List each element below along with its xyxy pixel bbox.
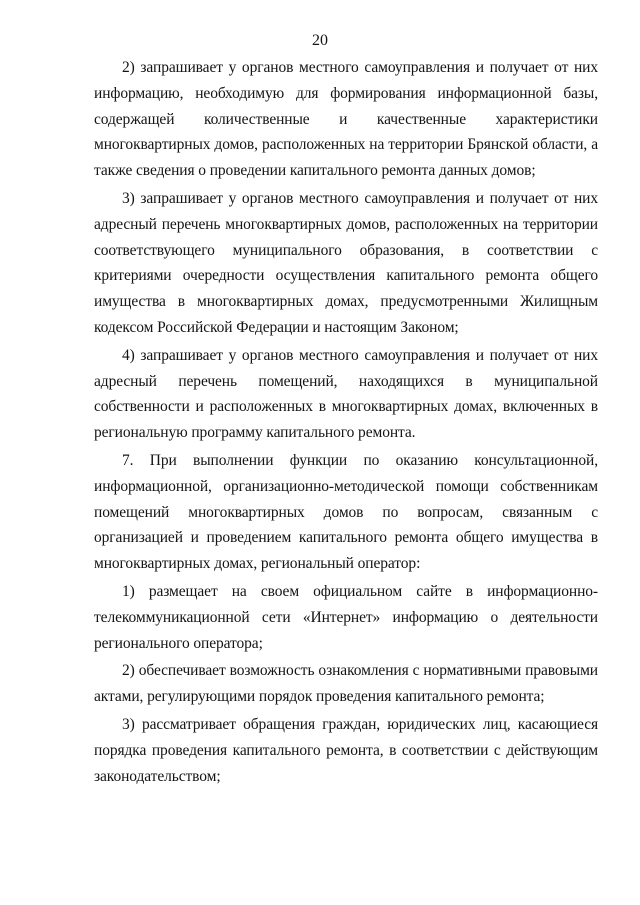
- paragraph-item-2-info-request: 2) запрашивает у органов местного самоуправления и получает от них информацию, необходимую для формирования информационной базы, содержащей количественные и качественные характеристики многоквартирных домов, расположенных на территории Брянской области, а также сведения о проведении капитального ремонта данных домов;: [94, 59, 598, 180]
- paragraph-item-2-regulations: 2) обеспечивает возможность ознакомления с нормативными правовыми актами, регулирующими порядок проведения капитального ремонта;: [94, 662, 598, 706]
- paragraph-item-3-address-list: 3) запрашивает у органов местного самоуправления и получает от них адресный перечень многоквартирных домов, расположенных на территории соответствующего муниципального образования, в соответствии с критериями очередности осуществления капитального ремонта общего имущества в многоквартирных домах, предусмотренными Жилищным кодексом Российской Федерации и настоящим Законом;: [94, 189, 598, 336]
- paragraph-section-7: 7. При выполнении функции по оказанию консультационной, информационной, организационно-методической помощи собственникам помещений многоквартирных домов по вопросам, связанным с организацией и проведением капитального ремонта общего имущества в многоквартирных домах, региональный оператор:: [94, 451, 598, 573]
- paragraph-item-4-municipal-premises: 4) запрашивает у органов местного самоуправления и получает от них адресный перечень помещений, находящихся в муниципальной собственности и расположенных в многоквартирных домах, включенных в региональную программу капитального ремонта.: [94, 346, 598, 442]
- paragraph-item-3-appeals: 3) рассматривает обращения граждан, юридических лиц, касающиеся порядка проведения капитального ремонта, в соответствии с действующим законодательством;: [94, 715, 598, 785]
- paragraph-item-1-website: 1) размещает на своем официальном сайте в информационно-телекоммуникационной сети «Интернет» информацию о деятельности регионального оператора;: [94, 582, 598, 652]
- page-number: 20: [312, 32, 328, 49]
- document-body: [94, 55, 598, 791]
